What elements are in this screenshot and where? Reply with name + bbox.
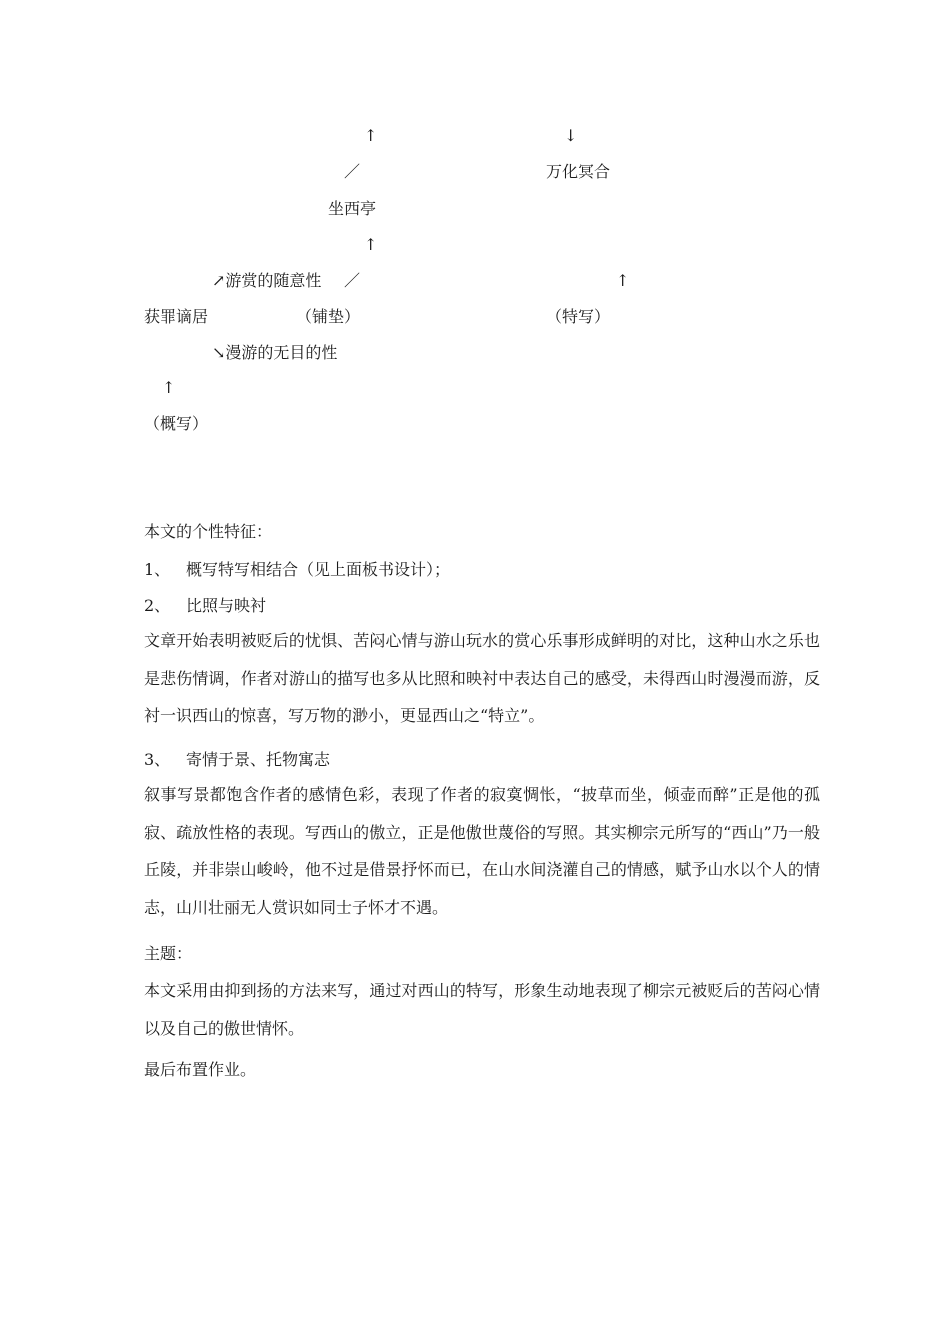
diagram-label-puzhi: （铺垫） <box>296 307 361 326</box>
list-item-number: 3、 <box>144 750 171 769</box>
diagram-node-wanhua: 万化冥合 <box>546 162 611 181</box>
diagram-slash: ／ <box>344 162 361 181</box>
list-item-number: 1、 <box>144 560 171 579</box>
diagram-label-texie: （特写） <box>546 307 611 326</box>
diagram-node-huozui: 获罪谪居 <box>144 307 209 326</box>
paragraph-contrast: 文章开始表明被贬后的忧惧、苦闷心情与游山玩水的赏心乐事形成鲜明的对比，这种山水之乐也是悲伤情调，作者对游山的描写也多从比照和映衬中表达自己的感受，未得西山时漫漫而游，反衬一识西山的惊喜，写万物的渺小，更显西山之“特立”。 <box>144 631 820 725</box>
diagram-node-zuoxiting: 坐西亭 <box>328 199 377 218</box>
arrow-up-icon: ↑ <box>364 126 378 145</box>
list-item-text: 概写特写相结合（见上面板书设计）； <box>186 560 451 579</box>
arrow-up-icon: ↑ <box>162 378 176 397</box>
diagram-label-gaixie: （概写） <box>144 414 209 433</box>
diagram-branch-manyou: ↘漫游的无目的性 <box>212 343 338 362</box>
section-heading-features: 本文的个性特征： <box>144 522 273 541</box>
list-item-text: 寄情于景、托物寓志 <box>186 750 331 769</box>
list-item <box>144 560 450 580</box>
arrow-down-icon: ↓ <box>564 126 578 145</box>
paragraph-emotion: 叙事写景都饱含作者的感情色彩，表现了作者的寂寞惆怅，“披草而坐，倾壶而醉”正是他的孤寂、疏放性格的表现。写西山的傲立，正是他傲世蔑俗的写照。其实柳宗元所写的“西山”乃一般丘陵，并非崇山峻岭，他不过是借景抒怀而已，在山水间浇灌自己的情感，赋予山水以个人的情志，山川壮丽无人赏识如同士子怀才不遇。 <box>144 785 820 917</box>
paragraph-theme: 本文采用由抑到扬的方法来写，通过对西山的特写，形象生动地表现了柳宗元被贬后的苦闷心情以及自己的傲世情怀。 <box>144 981 820 1038</box>
closing-line: 最后布置作业。 <box>144 1060 257 1079</box>
list-item-text: 比照与映衬 <box>186 596 267 615</box>
list-item-number: 2、 <box>144 596 171 615</box>
section-heading-theme: 主题： <box>144 944 193 963</box>
list-item <box>144 596 266 616</box>
list-item <box>144 750 330 770</box>
diagram-branch-youshang: ↗游赏的随意性 <box>212 271 322 290</box>
diagram-slash: ／ <box>344 271 361 290</box>
arrow-up-icon: ↑ <box>616 271 630 290</box>
arrow-up-icon: ↑ <box>364 235 378 254</box>
